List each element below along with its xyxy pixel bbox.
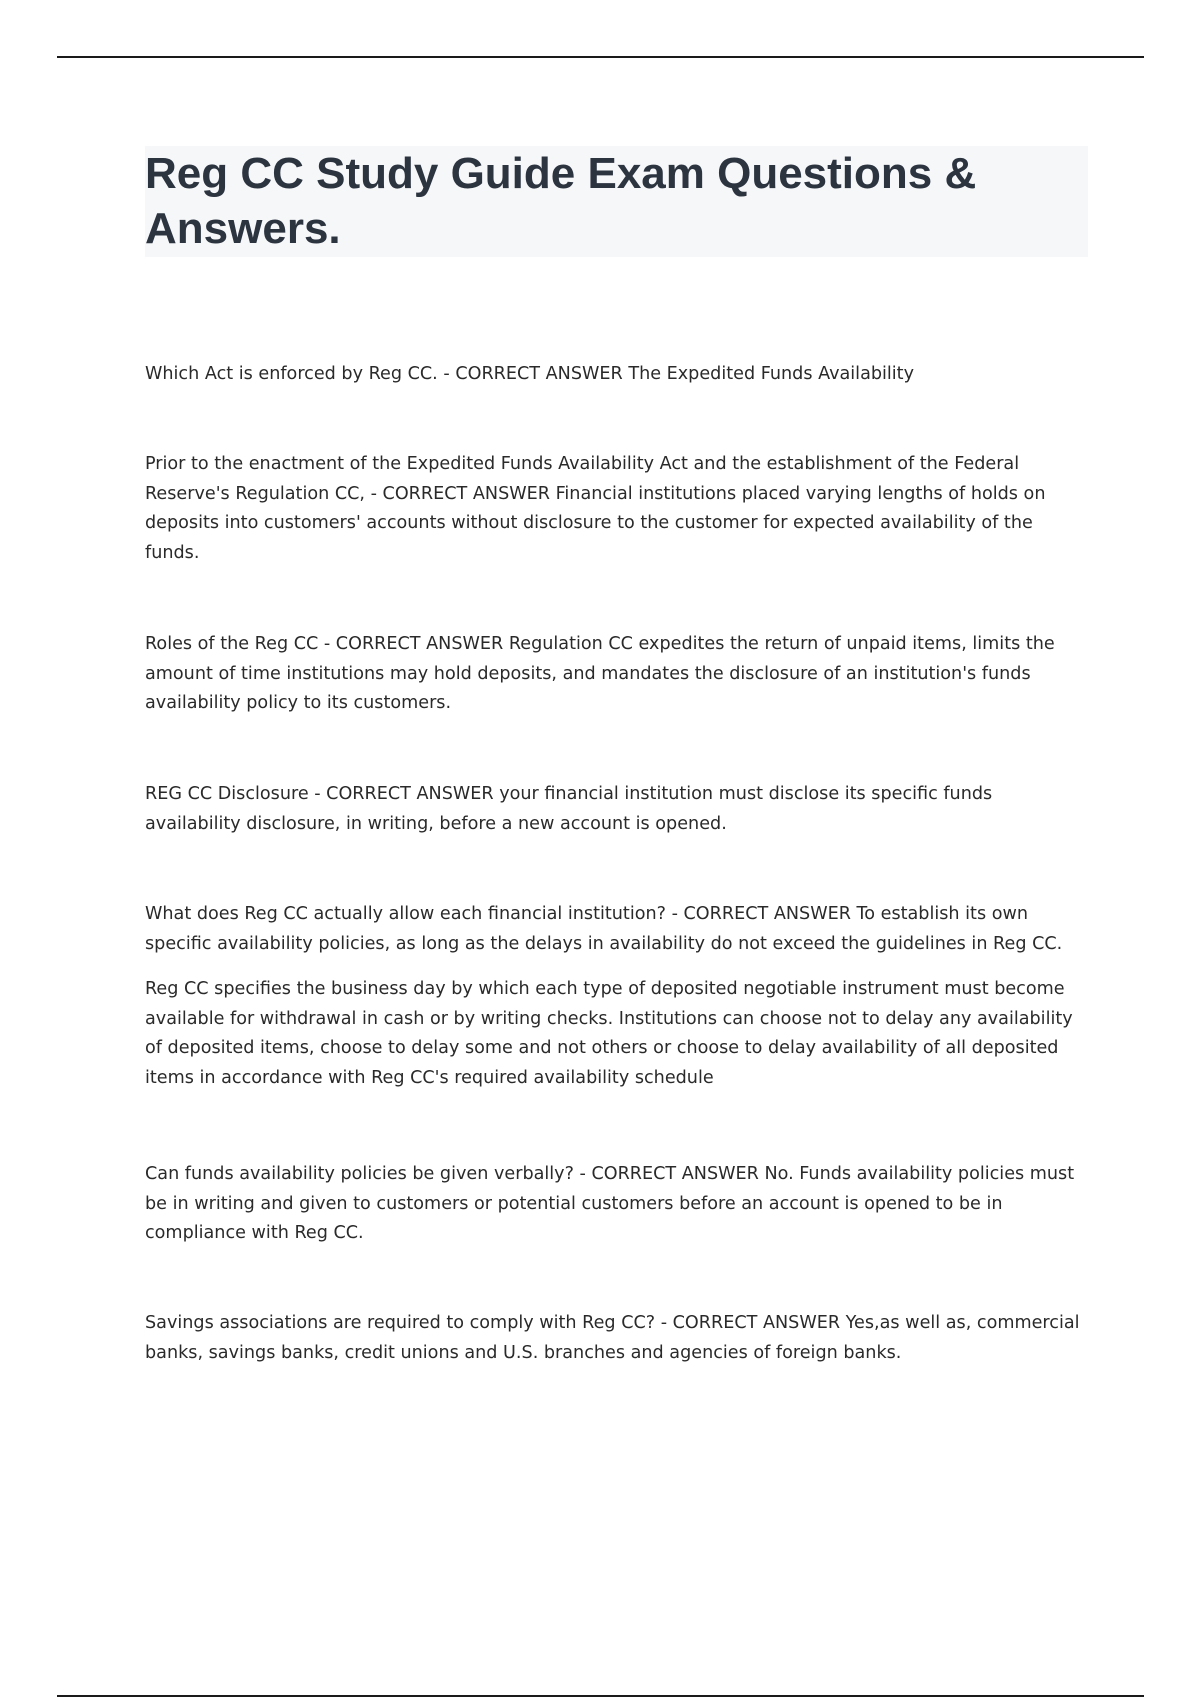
qa-entry: Reg CC specifies the business day by which each type of deposited negotiable instrument must become available for withdrawal in cash or by writing checks. Institutions can choose not to delay any availability of deposited items, choose to delay some and not others or choose to delay availability of all deposited items in accordance with Reg CC's required availability schedule	[145, 979, 1073, 1088]
qa-entry: Roles of the Reg CC - CORRECT ANSWER Regulation CC expedites the return of unpaid items, limits the amount of time institutions may hold deposits, and mandates the disclosure of an institution's funds availability policy to its customers.	[145, 634, 1055, 713]
qa-entry: What does Reg CC actually allow each financial institution? - CORRECT ANSWER To establish its own specific availability policies, as long as the delays in availability do not exceed the guidelines in Reg CC.	[145, 904, 1063, 954]
qa-entry: Prior to the enactment of the Expedited Funds Availability Act and the establishment of the Federal Reserve's Regulation CC, - CORRECT ANSWER Financial institutions placed varying lengths of holds on deposits into customers' accounts without disclosure to the customer for expected availability of the funds.	[145, 454, 1046, 563]
top-rule	[57, 56, 1144, 58]
title-banner	[145, 146, 1088, 257]
qa-entry: Can funds availability policies be given verbally? - CORRECT ANSWER No. Funds availability policies must be in writing and given to customers or potential customers before an account is opened to be in compliance with Reg CC.	[145, 1164, 1075, 1243]
bottom-rule	[57, 1695, 1144, 1697]
qa-entry: Savings associations are required to comply with Reg CC? - CORRECT ANSWER Yes,as well as, commercial banks, savings banks, credit unions and U.S. branches and agencies of foreign banks.	[145, 1313, 1080, 1363]
qa-entry: REG CC Disclosure - CORRECT ANSWER your financial institution must disclose its specific funds availability disclosure, in writing, before a new account is opened.	[145, 784, 993, 834]
page-title: Reg CC Study Guide Exam Questions & Answers.	[145, 149, 977, 253]
qa-entry: Which Act is enforced by Reg CC. - CORRECT ANSWER The Expedited Funds Availability	[145, 364, 914, 384]
